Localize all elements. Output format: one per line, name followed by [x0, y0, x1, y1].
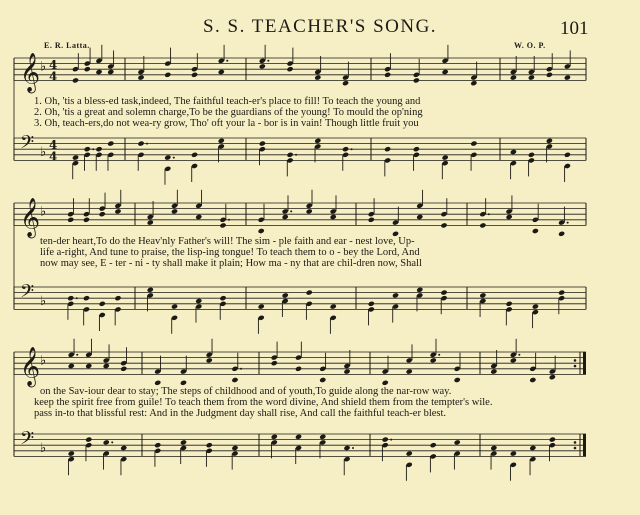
note-head [218, 138, 225, 144]
dot [295, 154, 297, 156]
bass-clef-icon: 𝄢 [20, 281, 35, 307]
note-head [510, 451, 517, 457]
note-head [343, 369, 350, 375]
verse-2-line-1: 2. Oh, 'tis a great and solemn charge,To be the guardians of the young! To mould the op'ning [34, 107, 423, 118]
song-title: S. S. TEACHER'S SONG. [202, 16, 438, 37]
flat-sign-icon: ♭ [40, 59, 47, 75]
note-head [83, 295, 90, 301]
note-head [532, 228, 539, 234]
note-head [413, 77, 420, 83]
note-head [382, 437, 389, 443]
note-head [442, 155, 449, 161]
note-head [171, 304, 178, 310]
note-head [510, 357, 517, 363]
note-head [479, 222, 486, 228]
note-head [368, 301, 375, 307]
note-head [219, 222, 226, 228]
note-head [546, 138, 553, 144]
time-signature: 4 [49, 138, 58, 153]
note-head [392, 292, 399, 298]
note-head [506, 301, 513, 307]
note-head [218, 69, 225, 75]
lyricist-credit: W. O. P. [514, 41, 546, 50]
repeat-dot [574, 441, 577, 444]
time-signature: 4 [49, 58, 58, 73]
note-head [382, 380, 389, 386]
note-head [506, 214, 513, 220]
dot [267, 60, 269, 62]
verse-1-line-1: 1. Oh, 'tis a bless-ed task,indeed, The faithful teach-er's place to fill! To teach the young and [34, 96, 421, 107]
dot [567, 222, 569, 224]
note-head [416, 287, 423, 293]
note-head [454, 439, 461, 445]
repeat-dot [574, 447, 577, 450]
note-head [147, 220, 154, 226]
verse-2-line-2: life a-right, And tune to praise, the lisp-ing tongue! To teach them to o - bey the Lord, And [40, 247, 420, 258]
note-head [68, 451, 75, 457]
dot [352, 447, 354, 449]
note-head [549, 374, 556, 380]
time-signature: 4 [49, 149, 58, 164]
note-head [84, 66, 91, 72]
bass-clef-icon: 𝄢 [20, 132, 35, 158]
note-head [103, 439, 110, 445]
dot [228, 219, 230, 221]
note-head [384, 146, 391, 152]
note-head [440, 222, 447, 228]
note-head [191, 152, 198, 158]
note-head [114, 208, 121, 214]
note-head [164, 155, 171, 161]
note-head [319, 377, 326, 383]
flat-sign-icon: ♭ [40, 440, 47, 456]
bass-clef-icon: 𝄢 [20, 428, 35, 454]
note-head [287, 152, 294, 158]
note-head [180, 380, 187, 386]
verse-1-line-2: ten-der heart,To do the Heav'nly Father's will! The sim - ple faith and ear - nest love, Up- [40, 236, 415, 247]
note-head [528, 152, 535, 158]
note-head [368, 217, 375, 223]
note-head [454, 377, 461, 383]
note-head [564, 75, 571, 81]
note-head [107, 69, 114, 75]
repeat-dot [574, 365, 577, 368]
note-head [440, 290, 447, 296]
note-head [564, 152, 571, 158]
note-head [259, 63, 266, 69]
note-head [231, 445, 238, 451]
note-head [137, 141, 144, 147]
note-head [413, 146, 420, 152]
dot [518, 354, 520, 356]
verse-1-line-3: on the Sav-iour dear to stay; The steps of childhood and of youth,To guide along the nar-row way. [40, 386, 452, 397]
note-head [430, 442, 437, 448]
note-head [406, 451, 413, 457]
note-head [306, 208, 313, 214]
dot [488, 213, 490, 215]
dot [438, 354, 440, 356]
note-head [231, 377, 238, 383]
treble-clef-icon: 𝄞 [20, 346, 41, 387]
note-head [68, 363, 75, 369]
note-head [287, 66, 294, 72]
note-head [83, 217, 90, 223]
note-head [95, 69, 102, 75]
treble-clef-icon: 𝄞 [20, 52, 41, 93]
note-head [99, 211, 106, 217]
flat-sign-icon: ♭ [40, 144, 47, 160]
note-head [430, 357, 437, 363]
note-head [558, 290, 565, 296]
note-head [84, 146, 91, 152]
note-head [330, 214, 337, 220]
note-head [532, 304, 539, 310]
note-head [271, 434, 278, 440]
note-head [137, 75, 144, 81]
note-head [258, 228, 265, 234]
note-head [195, 298, 202, 304]
dot [351, 148, 353, 150]
note-head [67, 295, 74, 301]
dot [146, 143, 148, 145]
flat-sign-icon: ♭ [40, 353, 47, 369]
note-head [120, 366, 127, 372]
note-head [549, 437, 556, 443]
composer-credit: E. R. Latta. [44, 41, 90, 50]
note-head [342, 146, 349, 152]
note-head [528, 75, 535, 81]
dot [226, 60, 228, 62]
note-head [342, 80, 349, 86]
note-head [479, 292, 486, 298]
note-head [154, 380, 161, 386]
note-head [107, 141, 114, 147]
dot [111, 441, 113, 443]
note-head [103, 363, 110, 369]
dot [92, 148, 94, 150]
dot [390, 439, 392, 441]
verse-2-line-3: keep the spirit free from guile! To teach them from the word divine, And shield them from the tempter's wile. [34, 397, 493, 408]
note-head [406, 369, 413, 375]
note-head [295, 434, 302, 440]
note-head [442, 69, 449, 75]
treble-clef-icon: 𝄞 [20, 197, 41, 238]
note-head [120, 445, 127, 451]
note-head [114, 295, 121, 301]
dot [240, 368, 242, 370]
note-head [154, 442, 161, 448]
verse-3-line-3: pass in-to that blissful rest: And in the Judgment day shall rise, And call the faithful teach-er blest. [34, 408, 447, 419]
note-head [490, 445, 497, 451]
note-head [206, 442, 213, 448]
note-head [319, 434, 326, 440]
note-head [258, 304, 265, 310]
note-head [85, 363, 92, 369]
note-head [180, 439, 187, 445]
verse-3-line-1: 3. Oh, teach-ers,do not wea-ry grow, Tho' oft your la - bor is in vain! Though little fruit you [34, 118, 419, 129]
note-head [171, 208, 178, 214]
note-head [282, 292, 289, 298]
dot [76, 354, 78, 356]
note-head [470, 141, 477, 147]
dot [173, 157, 175, 159]
note-head [259, 141, 266, 147]
note-head [195, 214, 202, 220]
flat-sign-icon: ♭ [40, 293, 47, 309]
note-head [470, 80, 477, 86]
page-number: 101 [560, 18, 589, 39]
note-head [416, 214, 423, 220]
note-head [490, 369, 497, 375]
note-head [271, 360, 278, 366]
note-head [282, 214, 289, 220]
verse-3-line-2: now may see, E - ter - ni - ty shall make it plain; How ma - ny that are chil-dren now, Shall [40, 258, 422, 269]
note-head [314, 138, 321, 144]
note-head [510, 75, 517, 81]
note-head [295, 366, 302, 372]
note-head [99, 301, 106, 307]
note-head [529, 377, 536, 383]
flat-sign-icon: ♭ [40, 204, 47, 220]
dot [290, 210, 292, 212]
note-head [306, 290, 313, 296]
note-head [510, 149, 517, 155]
note-head [343, 445, 350, 451]
time-signature: 4 [49, 69, 58, 84]
repeat-dot [574, 359, 577, 362]
dot [76, 297, 78, 299]
note-head [67, 217, 74, 223]
note-head [85, 437, 92, 443]
note-head [219, 295, 226, 301]
note-head [314, 75, 321, 81]
note-head [72, 77, 79, 83]
note-head [164, 72, 171, 78]
note-head [147, 287, 154, 293]
note-head [546, 72, 553, 78]
note-head [330, 304, 337, 310]
note-head [206, 357, 213, 363]
note-head [529, 445, 536, 451]
note-head [384, 72, 391, 78]
note-head [95, 146, 102, 152]
note-head [191, 72, 198, 78]
note-head [72, 155, 79, 161]
